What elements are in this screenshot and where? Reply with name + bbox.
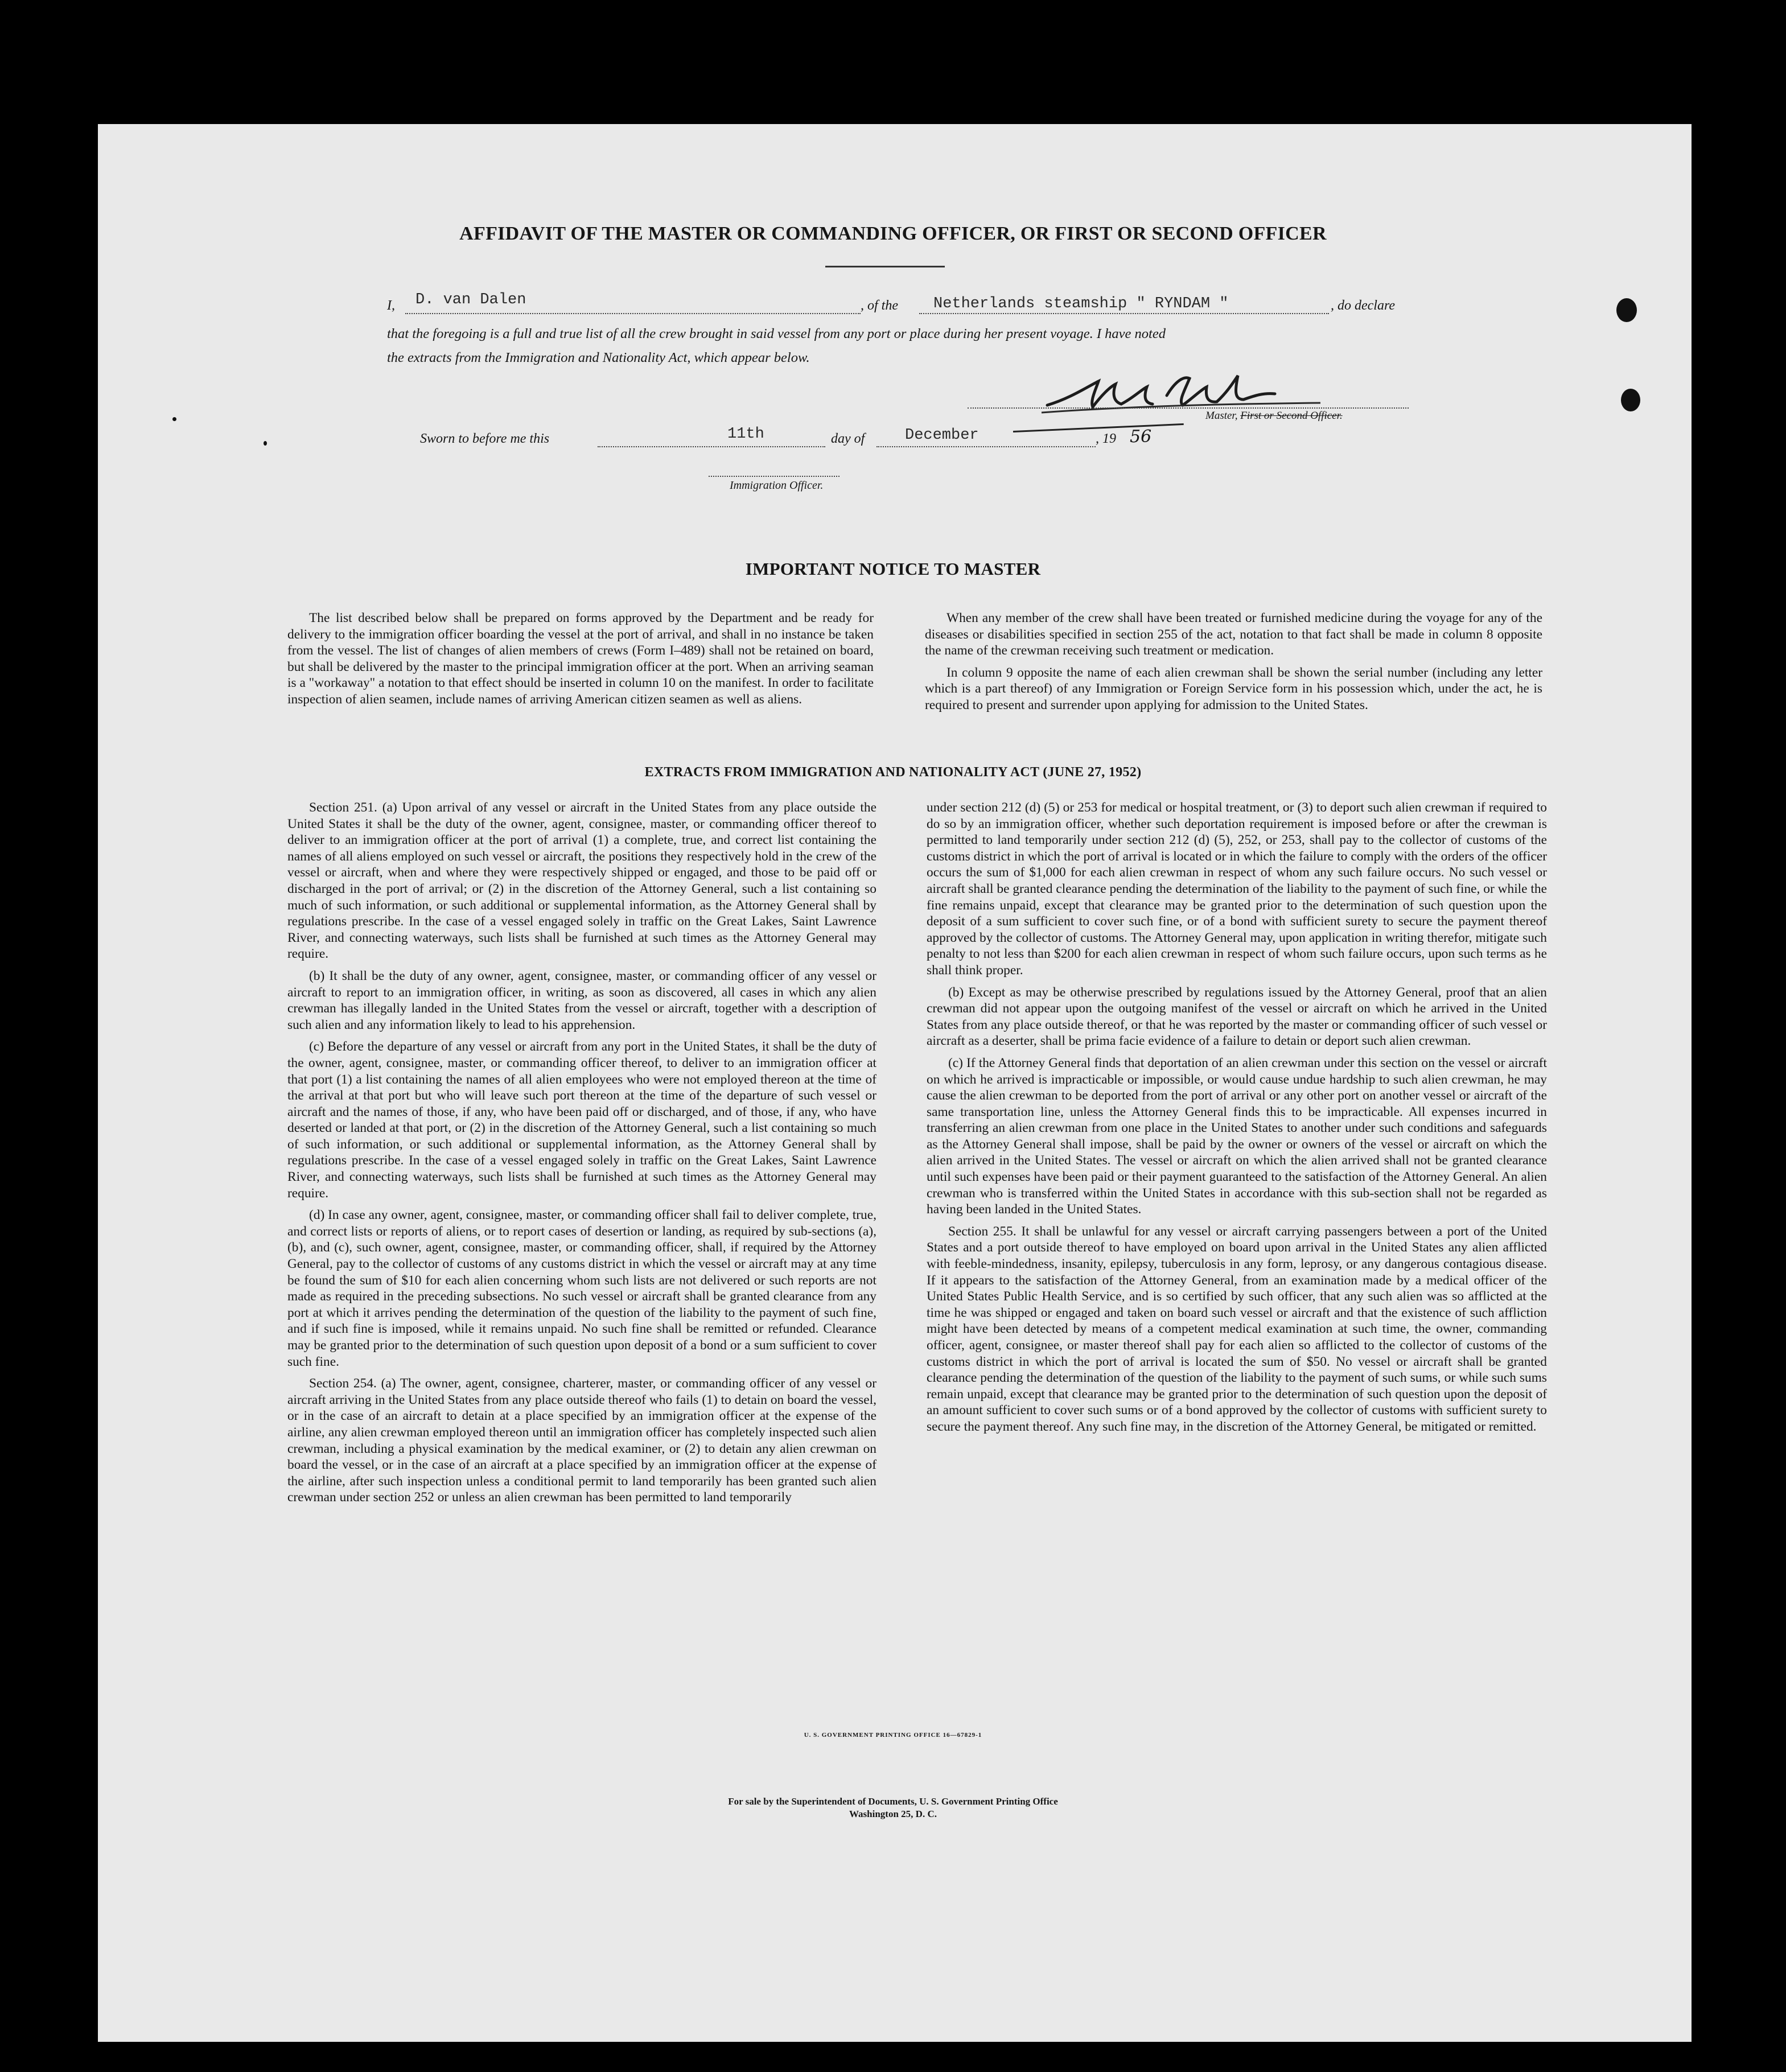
affidavit-title: AFFIDAVIT OF THE MASTER OR COMMANDING OFFICER, OR FIRST OR SECOND OFFICER	[459, 223, 1327, 244]
notice-title: IMPORTANT NOTICE TO MASTER	[745, 559, 1041, 579]
vessel-line	[919, 313, 1329, 314]
immigration-officer-label: Immigration Officer.	[730, 479, 824, 492]
speck-left-2	[264, 441, 267, 446]
immigration-officer-line	[709, 476, 839, 477]
sworn-day: 11th	[727, 426, 764, 443]
section-254-a-continued: under section 212 (d) (5) or 253 for medical or hospital treatment, or (3) to deport such alien crewman if required to do so by an immigration officer, whether such deportation requirement is imposed before or after the crewman is permitted to land temporarily under section 212 (d) (5), 252, or 253, shall pay to the collector of customs of the customs district in which the port of arrival is located or in which the failure to comply with the orders of the officer occurs the sum of $1,000 for each alien crewman in respect of whom any such failure occurs. No such vessel or aircraft shall be granted clearance pending the determination of the liability to the payment of such fine, or while the fine remains unpaid, except that clearance may be granted prior to the determination of such question upon the deposit of a sum sufficient to cover such fine, or of a bond with sufficient surety to secure the payment thereof approved by the collector of customs. The Attorney General may, upon application in writing therefor, mitigate such penalty to not less than $200 for each alien crewman in respect of whom such failure occurs, upon such terms as he shall think proper.	[927, 800, 1547, 978]
sworn-day-line	[598, 446, 825, 447]
signature-line	[968, 407, 1409, 409]
signature-caption	[1205, 410, 1343, 422]
section-254-b: (b) Except as may be otherwise prescribed by regulations issued by the Attorney General, proof that an alien crewman did not appear upon the outgoing manifest of the vessel or aircraft on which he arrived in the United States from any place outside thereof, or that he was reported by the master or commanding officer of such vessel or aircraft as a deserter, shall be prima facie evidence of a failure to detain or deport such alien crewman.	[927, 984, 1547, 1049]
sworn-month-line	[876, 446, 1096, 447]
notice-left-column	[287, 610, 874, 714]
section-254-a: Section 254. (a) The owner, agent, consignee, charterer, master, or commanding officer of any vessel or aircraft arriving in the United States from any place outside thereof who fails (1) to detain on board the vessel, or in the case of an aircraft to detain at a place specified by an immigration officer at the expense of the airline, any alien crewman employed thereon until an immigration officer has completely inspected such alien crewman, including a physical examination by the medical examiner, or (2) to detain any alien crewman on board the vessel, or in the case of an aircraft at a place specified by an immigration officer at the expense of the airline, after such inspection unless a conditional permit to land temporarily has been granted such alien crewman under section 252 or unless an alien crewman has been permitted to land temporarily	[287, 1376, 876, 1505]
notice-right-text-1: When any member of the crew shall have been treated or furnished medicine during the voyage for any of the diseases or disabilities specified in section 255 of the act, notation to that fact shall be made in column 8 opposite the name of the crewman receiving such treatment or medication.	[925, 611, 1542, 658]
section-251-c: (c) Before the departure of any vessel or aircraft from any port in the United States, it shall be the duty of the owner, agent, consignee, master, or commanding officer thereof, to deliver to an immigration officer at that port (1) a list containing the names of all alien employees who were not employed thereon at the time of the arrival at that port but who will leave such port thereon at the time of the departure of such vessel or aircraft and the names of those, if any, who have been paid off or discharged, and of those, if any, who have deserted or landed at that port, or (2) in the discretion of the Attorney General, such a list containing so much of such information, or such additional or supplemental information, as the Attorney General shall by regulations prescribe. In the case of a vessel engaged solely in traffic on the Great Lakes, Saint Lawrence River, and connecting waterways, such lists shall be furnished at such times as the Attorney General may require.	[287, 1039, 876, 1201]
section-255: Section 255. It shall be unlawful for any vessel or aircraft carrying passengers between a port of the United States and a port outside thereof to have employed on board upon arrival in the United States any alien afflicted with feeble-mindedness, insanity, epilepsy, tuberculosis in any form, leprosy, or any dangerous contagious disease. If it appears to the satisfaction of the Attorney General, from an examination made by a medical officer of the United States Public Health Service, and is so certified by such officer, that any such alien was so afflicted at the time he was shipped or engaged and taken on board such vessel or aircraft and that the existence of such affliction might have been detected by means of a competent medical examination at such time, the owner, commanding officer, agent, consignee, or master thereof shall pay for each alien so afflicted to the collector of customs of the customs district in which the port of arrival is located the sum of $50. No vessel or aircraft shall be granted clearance pending the determination of the question of the liability to the payment of such sums, or while such sums remain unpaid, except that clearance may be granted prior to the determination of such question upon the deposit of an amount sufficient to cover such sums or of a bond approved by the collector of customs with sufficient surety to secure the payment thereof. Any such fine may, in the discretion of the Attorney General, be mitigated or remitted.	[927, 1224, 1547, 1434]
section-251-a: Section 251. (a) Upon arrival of any vessel or aircraft in the United States from any place outside the United States it shall be the duty of the owner, agent, consignee, master, or commanding officer thereof to deliver to an immigration officer at the port of arrival (1) a complete, true, and correct list containing the names of all aliens employed on such vessel or aircraft, the positions they respectively hold in the crew of the vessel or aircraft, when and where they were respectively shipped or engaged, and those to be paid off or discharged in the port of arrival; or (2) in the discretion of the Attorney General, such a list containing so much of such information, or such additional or supplemental information, as the Attorney General shall by regulations prescribe. In the case of a vessel engaged solely in traffic on the Great Lakes, Saint Lawrence River, and connecting waterways, such lists shall be furnished at such times as the Attorney General may require.	[287, 800, 876, 962]
sale-notice	[0, 1795, 1786, 1820]
sale-line-2: Washington 25, D. C.	[849, 1809, 937, 1819]
sale-line-1: For sale by the Superintendent of Documents, U. S. Government Printing Office	[728, 1796, 1058, 1807]
name-line	[405, 313, 861, 314]
sworn-label: Sworn to before me this	[420, 431, 550, 446]
of-the-label: , of the	[861, 298, 898, 313]
section-254-c: (c) If the Attorney General finds that deportation of an alien crewman under this section on the vessel or aircraft on which he arrived is impracticable or impossible, or would cause undue hardship to such alien crewman, he may cause the alien crewman to be deported from the port of arrival or any other port on another vessel or aircraft of the same transportation line, unless the Attorney General finds this to be impracticable. All expenses incurred in transferring an alien crewman from one place in the United States to another under such conditions and safeguards as the Attorney General shall impose, shall be paid by the owner or owners of the vessel or aircraft on which the alien arrived in the United States. The vessel or aircraft on which the alien arrived shall not be granted clearance until such expenses have been paid or their payment guaranteed to the satisfaction of the Attorney General. An alien crewman who is transferred within the United States in accordance with this sub-section shall not be regarded as having been landed in the United States.	[927, 1055, 1547, 1217]
year-prefix: , 19	[1096, 431, 1116, 446]
vessel-name: Netherlands steamship " RYNDAM "	[933, 295, 1229, 312]
sworn-month: December	[905, 427, 979, 444]
notice-right-text-2: In column 9 opposite the name of each alien crewman shall be shown the serial number (including any letter which is a part thereof) of any Immigration or Foreign Service form in his possession which, under the act, he is required to present and surrender upon applying for admission to the United States.	[925, 665, 1542, 712]
declaration-line-2: the extracts from the Immigration and Nationality Act, which appear below.	[387, 350, 810, 365]
speck-left	[172, 417, 176, 421]
day-of-label: day of	[831, 431, 865, 446]
declaration-line-1: that the foregoing is a full and true list of all the crew brought in said vessel from any port or place during her present voyage. I have noted	[387, 326, 1166, 341]
extracts-title: EXTRACTS FROM IMMIGRATION AND NATIONALITY ACT (JUNE 27, 1952)	[644, 765, 1142, 780]
extracts-right-column	[927, 800, 1547, 1441]
signature-caption-struck: First or Second Officer.	[1240, 410, 1343, 422]
section-251-b: (b) It shall be the duty of any owner, agent, consignee, master, or commanding officer of any vessel or aircraft to report to an immigration officer, in writing, as soon as discovered, all cases in which any alien crewman has illegally landed in the United States from the vessel or aircraft, together with a description of such alien and any information likely to lead to his apprehension.	[287, 968, 876, 1032]
punch-hole-bottom	[1621, 389, 1640, 411]
master-name: D. van Dalen	[415, 291, 526, 308]
declare-label: , do declare	[1331, 298, 1396, 313]
gpo-line: U. S. GOVERNMENT PRINTING OFFICE 16—67829-1	[804, 1732, 982, 1739]
signature-caption-master: Master,	[1205, 410, 1238, 422]
title-rule	[825, 266, 945, 267]
sworn-year: 56	[1130, 427, 1152, 447]
extracts-left-column	[287, 800, 876, 1511]
punch-hole-top	[1616, 298, 1637, 322]
i-label: I,	[387, 298, 395, 313]
section-251-d: (d) In case any owner, agent, consignee, master, or commanding officer shall fail to deliver complete, true, and correct lists or reports of aliens, or to report cases of desertion or landing, as required by sub-sections (a), (b), and (c), such owner, agent, consignee, master, or commanding officer, shall, if required by the Attorney General, pay to the collector of customs of any customs district in which the vessel or aircraft may at any time be found the sum of $10 for each alien concerning whom such lists are not delivered or such reports are not made as required in the preceding subsections. No such vessel or aircraft shall be granted clearance from any port at which it arrives pending the determination of the question of the liability to the payment of such fine, and if such fine is imposed, while it remains unpaid. No such fine shall be remitted or refunded. Clearance may be granted prior to the determination of such question upon deposit of a bond or a sum sufficient to cover such fine.	[287, 1208, 876, 1369]
notice-right-column	[925, 610, 1542, 719]
notice-left-text: The list described below shall be prepared on forms approved by the Department and be ready for delivery to the immigration officer boarding the vessel at the port of arrival, and shall in no instance be taken from the vessel. The list of changes of alien members of crews (Form I–489) shall not be retained on board, but shall be delivered by the master to the principal immigration officer at the port. When an arriving seaman is a "workaway" a notation to that effect should be inserted in column 10 on the manifest. In order to facilitate inspection of alien seamen, include names of arriving American citizen seamen as well as aliens.	[287, 611, 874, 707]
